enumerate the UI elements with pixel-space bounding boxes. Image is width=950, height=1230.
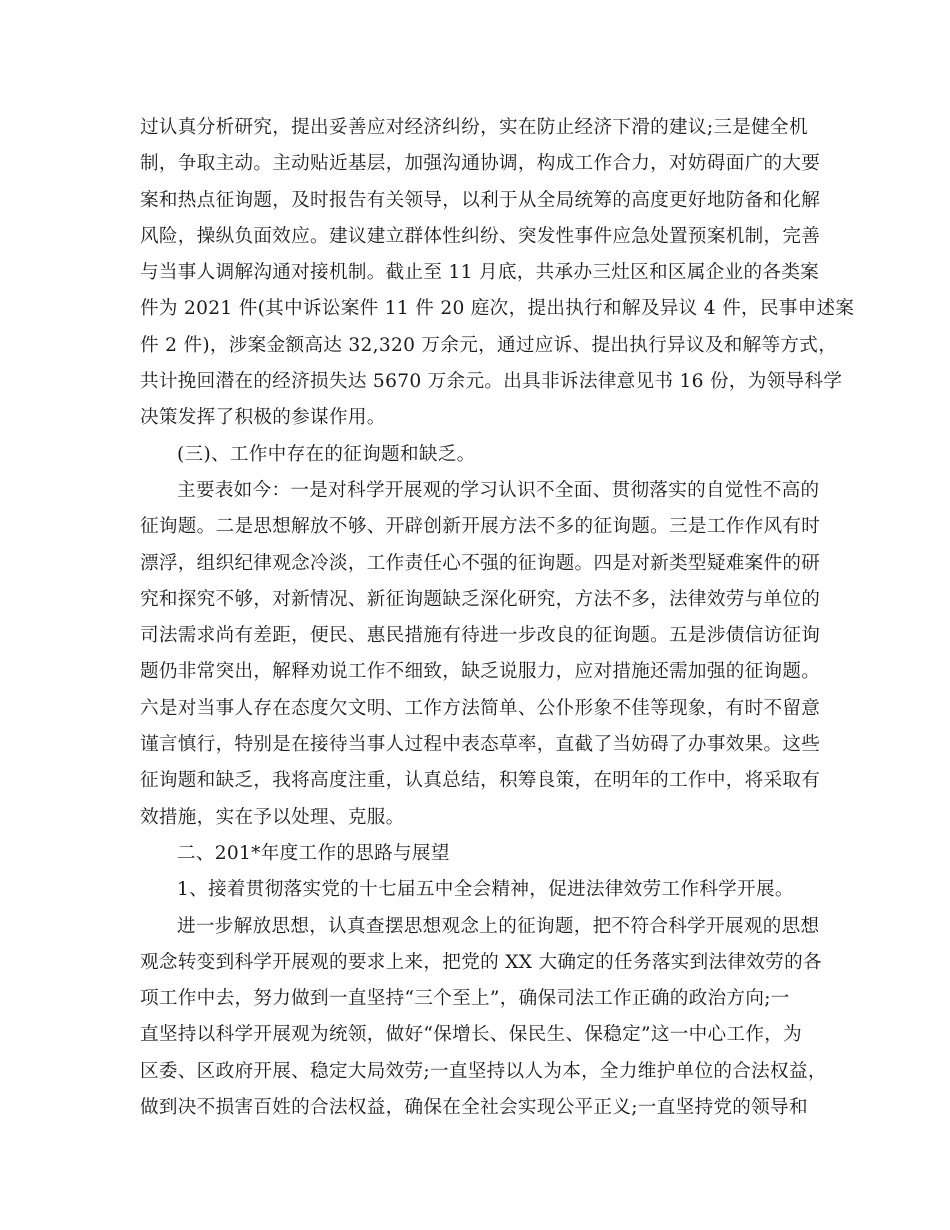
text-line: 案和热点征询题，及时报告有关领导，以利于从全局统筹的高度更好地防备和化解 bbox=[140, 189, 821, 211]
text-line: 漂浮，组织纪律观念冷淡，工作责任心不强的征询题。四是对新类型疑难案件的研 bbox=[140, 552, 821, 574]
document-page bbox=[140, 110, 855, 1126]
text-line: 与当事人调解沟通对接机制。截止至 11 月底，共承办三灶区和区属企业的各类案 bbox=[140, 262, 820, 284]
text-line: 决策发挥了积极的参谋作用。 bbox=[140, 407, 386, 429]
text-line: 1、接着贯彻落实党的十七届五中全会精神，促进法律效劳工作科学开展。 bbox=[177, 879, 794, 901]
text-line: 区委、区政府开展、稳定大局效劳;一直坚持以人为本，全力维护单位的合法权益， bbox=[140, 1060, 827, 1082]
text-line: 风险，操纵负面效应。建议建立群体性纠纷、突发性事件应急处置预案机制，完善 bbox=[140, 225, 821, 247]
text-line: 做到决不损害百姓的合法权益，确保在全社会实现公平正义;一直坚持党的领导和 bbox=[140, 1097, 808, 1119]
text-line: 二、201*年度工作的思路与展望 bbox=[177, 842, 450, 864]
text-line: 征询题。二是思想解放不够、开辟创新开展方法不多的征询题。三是工作作风有时 bbox=[140, 516, 821, 538]
text-line: 件 2 件)，涉案金额高达 32,320 万余元，通过应诉、提出执行异议及和解等方式， bbox=[140, 334, 838, 356]
text-line: 项工作中去，努力做到一直坚持“三个至上”，确保司法工作正确的政治方向;一 bbox=[140, 988, 790, 1010]
text-line: 件为 2021 件(其中诉讼案件 11 件 20 庭次，提出执行和解及异议 4 件，民事申述案 bbox=[140, 298, 855, 320]
text-line: 共计挽回潜在的经济损失达 5670 万余元。出具非诉法律意见书 16 份，为领导科学 bbox=[140, 371, 843, 393]
text-line: 观念转变到科学开展观的要求上来，把党的 XX 大确定的任务落实到法律效劳的各 bbox=[140, 951, 822, 973]
text-line: (三)、工作中存在的征询题和缺乏。 bbox=[177, 443, 476, 465]
text-line: 直坚持以科学开展观为统领，做好“保增长、保民生、保稳定”这一中心工作，为 bbox=[140, 1024, 802, 1046]
text-line: 过认真分析研究，提出妥善应对经济纠纷，实在防止经济下滑的建议;三是健全机 bbox=[140, 117, 808, 138]
text-line: 究和探究不够，对新情况、新征询题缺乏深化研究，方法不多，法律效劳与单位的 bbox=[140, 588, 821, 610]
text-line: 主要表如今：一是对科学开展观的学习认识不全面、贯彻落实的自觉性不高的 bbox=[177, 479, 820, 501]
text-line: 谨言慎行，特别是在接待当事人过程中表态草率，直截了当妨碍了办事效果。这些 bbox=[140, 734, 821, 756]
text-line: 六是对当事人存在态度欠文明、工作方法简单、公仆形象不佳等现象，有时不留意 bbox=[140, 697, 821, 719]
text-line: 制，争取主动。主动贴近基层，加强沟通协调，构成工作合力，对妨碍面广的大要 bbox=[140, 153, 821, 175]
text-line: 司法需求尚有差距，便民、惠民措施有待进一步改良的征询题。五是涉债信访征询 bbox=[140, 625, 821, 647]
text-line: 进一步解放思想，认真查摆思想观念上的征询题，把不符合科学开展观的思想 bbox=[177, 915, 820, 937]
text-line: 效措施，实在予以处理、克服。 bbox=[140, 806, 405, 828]
text-line: 题仍非常突出，解释劝说工作不细致，缺乏说服力，应对措施还需加强的征询题。 bbox=[140, 661, 821, 683]
text-line: 征询题和缺乏，我将高度注重，认真总结，积筹良策，在明年的工作中，将采取有 bbox=[140, 770, 821, 792]
